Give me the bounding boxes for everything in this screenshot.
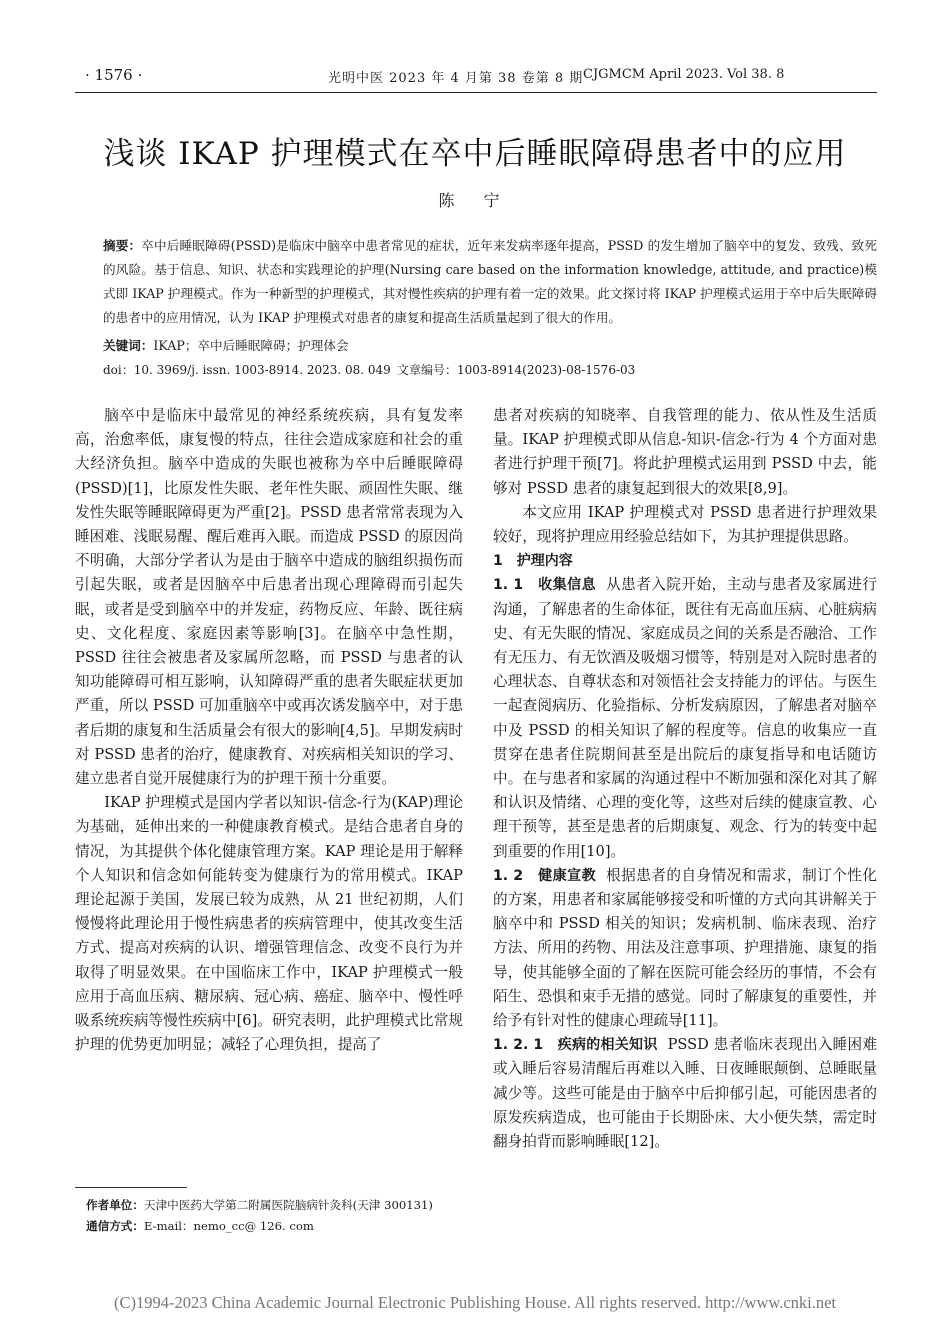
subsection-1-2 xyxy=(493,864,877,1033)
running-header xyxy=(75,62,877,92)
affiliation-label: 作者单位： xyxy=(86,1198,144,1212)
contact-label: 通信方式： xyxy=(86,1219,144,1233)
body-paragraph: IKAP 护理模式是国内学者以知识-信念-行为(KAP)理论为基础，延伸出来的一种健康教育模式。是结合患者自身的情况，为其提供个体化健康管理方案。KAP 理论是用于解释个人知识和信念如何能转变为健康行为的常用模式。IKAP 理论起源于美国，发展已较为成熟，从 21 世纪初期，人们慢慢将此理论用于慢性病患者的疾病管理中，使其改变生活方式、提高对疾病的认识、增强管理信念、改变不良行为并取得了明显效果。在中国临床工作中，IKAP 护理模式一般应用于高血压病、糖尿病、冠心病、癌症、脑卒中、慢性呼吸系统疾病等慢性疾病中[6]。研究表明，此护理模式比常规护理的优势更加明显；减轻了心理负担，提高了 xyxy=(75,794,463,1054)
journal-name-en: CJGMCM April 2023. Vol 38. 8 xyxy=(583,67,785,82)
doi-text: doi：10. 3969/j. issn. 1003-8914. 2023. 08. 049 xyxy=(103,363,391,377)
subsection-text: 从患者入院开始，主动与患者及家属进行沟通，了解患者的生命体征，既往有无高血压病、心脏病病史、有无失眠的情况、家庭成员之间的关系是否融洽、工作有无压力、有无饮酒及吸烟习惯等，特别是对入院时患者的心理状态、自尊状态和对领悟社会支持能力的评估。与医生一起查阅病历、化验指标、分析发病原因，了解患者对脑卒中及 PSSD 的相关知识了解的程度等。信息的收集应一直贯穿在患者住院期间甚至是出院后的康复指导和电话随访中。在与患者和家属的沟通过程中不断加强和深化对其了解和认识及情绪、心理的变化等，这些对后续的健康宣教、心理干预等，甚至是患者的后期康复、观念、行为的转变中起到重要的作用[10]。 xyxy=(493,576,877,860)
subsection-heading: 1. 2. 1 疾病的相关知识 xyxy=(493,1037,658,1054)
left-column xyxy=(75,404,463,1057)
footnote-affiliation xyxy=(86,1195,466,1215)
abstract-text: 卒中后睡眠障碍(PSSD)是临床中脑卒中患者常见的症状，近年来发病率逐年提高，PSSD 的发生增加了脑卒中的复发、致残、致死的风险。基于信息、知识、状态和实践理论的护理(Nursing care based on the information knowledge, attitude, and practice)模式即 IKAP 护理模式。作为一种新型的护理模式，其对慢性疾病的护理有着一定的效果。此文探讨将 IKAP 护理模式运用于卒中后失眠障碍的患者中的应用情况，认为 IKAP 护理模式对患者的康复和提高生活质量起到了很大的作用。 xyxy=(103,238,878,325)
keywords-label: 关键词： xyxy=(103,338,154,353)
subsection-heading: 1. 2 健康宣教 xyxy=(493,867,597,884)
section-heading: 1 护理内容 xyxy=(493,553,573,570)
subsection-heading: 1. 1 收集信息 xyxy=(493,577,597,594)
article-id: 文章编号：1003-8914(2023)-08-1576-03 xyxy=(397,363,636,377)
body-paragraph: 患者对疾病的知晓率、自我管理的能力、依从性及生活质量。IKAP 护理模式即从信息-知识-信念-行为 4 个方面对患者进行护理干预[7]。将此护理模式运用到 PSSD 中去，能够对 PSSD 患者的康复起到很大的效果[8,9]。 xyxy=(493,407,877,497)
abstract xyxy=(103,234,877,330)
journal-name-cn: 光明中医 2023 年 4 月第 38 卷第 8 期 xyxy=(328,71,584,86)
affiliation-text: 天津中医药大学第二附属医院脑病针灸科(天津 300131) xyxy=(143,1198,433,1212)
doi-line xyxy=(103,359,877,381)
subsection-text: 根据患者的自身情况和需求，制订个性化的方案，用患者和家属能够接受和听懂的方式向其讲解关于脑卒中和 PSSD 相关的知识；发病机制、临床表现、治疗方法、所用的药物、用法及注意事项、护理措施、康复的指导，使其能够全面的了解在医院可能会经历的事情，不会有陌生、恐惧和束手无措的感觉。同时了解康复的重要性，并给予有针对性的健康心理疏导[11]。 xyxy=(493,866,877,1030)
keywords xyxy=(103,334,877,358)
contact-email: E-mail：nemo_cc@ 126. com xyxy=(143,1219,314,1233)
body-paragraph: 脑卒中是临床中最常见的神经系统疾病，具有复发率高，治愈率低，康复慢的特点，往往会造成家庭和社会的重大经济负担。脑卒中造成的失眠也被称为卒中后睡眠障碍(PSSD)[1]，比原发性失眠、老年性失眠、顽固性失眠、继发性失眠等睡眠障碍更为严重[2]。PSSD 患者常常表现为入睡困难、浅眠易醒、醒后难再入眠。而造成 PSSD 的原因尚不明确，大部分学者认为是由于脑卒中造成的脑组织损伤而引起失眠，或者是因脑卒中后患者出现心理障碍而引起失眠，或者是受到脑卒中的并发症，药物反应、年龄、既往病史、文化程度、家庭因素等影响[3]。在脑卒中急性期，PSSD 往往会被患者及家属所忽略，而 PSSD 与患者的认知功能障碍可相互影响，认知障碍严重的患者失眠症状更加严重，所以 PSSD 可加重脑卒中或再次诱发脑卒中，对于患者后期的康复和生活质量会有很大的影响[4,5]。早期发病时对 PSSD 患者的治疗，健康教育、对疾病相关知识的学习、建立患者自觉开展健康行为的护理干预十分重要。 xyxy=(75,407,463,788)
page-number: · 1576 · xyxy=(85,66,143,84)
subsection-1-1 xyxy=(493,573,877,863)
abstract-label: 摘要： xyxy=(103,238,142,253)
subsection-1-2-1 xyxy=(493,1033,877,1154)
subsection-text: PSSD 患者临床表现出入睡困难或入睡后容易清醒后再难以入睡、日夜睡眠颠倒、总睡眠量减少等。这些可能是由于脑卒中后抑郁引起，可能因患者的原发疾病造成，也可能由于长期卧床、大小便失禁，需定时翻身拍背而影响睡眠[12]。 xyxy=(493,1036,878,1151)
article-author: 陈 宁 xyxy=(438,191,512,210)
header-rule xyxy=(75,92,877,93)
keywords-text: IKAP；卒中后睡眠障碍；护理体会 xyxy=(153,338,349,353)
right-column xyxy=(493,404,877,1154)
footnote-contact xyxy=(86,1216,466,1236)
body-paragraph: 本文应用 IKAP 护理模式对 PSSD 患者进行护理效果较好，现将护理应用经验总结如下，为其护理提供思路。 xyxy=(493,503,877,546)
copyright-watermark: (C)1994-2023 China Academic Journal Electronic Publishing House. All rights reserved. http://www.cnki.net xyxy=(113,1293,837,1312)
footnote-rule xyxy=(75,1187,187,1188)
article-title: 浅谈 IKAP 护理模式在卒中后睡眠障碍患者中的应用 xyxy=(103,136,847,172)
